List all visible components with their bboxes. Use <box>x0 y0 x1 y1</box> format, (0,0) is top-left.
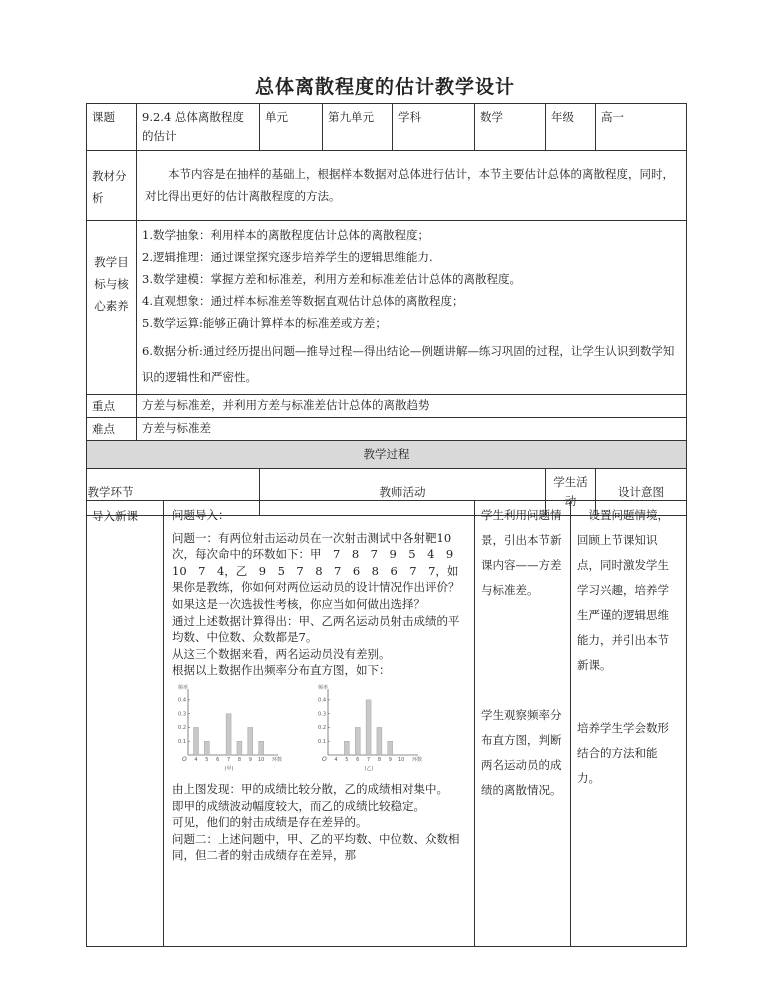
histogram-jia-svg <box>174 683 292 771</box>
x-tick-label: 5 <box>205 756 209 763</box>
label-key-point: 重点 <box>87 395 137 418</box>
x-tick-label: 10 <box>397 756 404 763</box>
teacher-line: 根据以上数据作出频率分布直方图，如下： <box>172 663 391 678</box>
header-row <box>87 104 687 151</box>
histograms <box>172 683 466 775</box>
teacher-line: 问题导入： <box>172 508 230 522</box>
label-unit: 单元 <box>260 104 323 151</box>
x-tick-label: 5 <box>344 756 349 763</box>
y-tick-label: 0.2 <box>317 725 326 732</box>
teacher-line: 问题二：上述问题中，甲、乙的平均数、中位数、众数相同，但二者的射击成绩存在差异，那 <box>172 831 460 863</box>
histogram-yi-svg <box>314 683 432 771</box>
teacher-activity <box>164 501 475 947</box>
histogram-bar <box>344 741 349 755</box>
y-tick-label: 0.3 <box>317 711 326 718</box>
histogram-bar <box>194 727 199 755</box>
label-analysis: 教材分析 <box>87 151 137 221</box>
x-tick-label: 6 <box>355 756 359 763</box>
histogram-bar <box>248 727 253 755</box>
histogram-yi <box>314 683 432 777</box>
unit-value: 第九单元 <box>323 104 393 151</box>
literacy-list <box>137 221 687 395</box>
page-title: 总体离散程度的估计教学设计 <box>254 76 515 98</box>
literacy-item: 6.数据分析:通过经历提出问题—推导过程—得出结论—例题讲解—练习巩固的过程，让学生认识到数学知识的逻辑性和严密性。 <box>142 344 675 384</box>
y-tick-label: 0.3 <box>178 711 186 718</box>
y-tick-label: 0.4 <box>317 697 326 704</box>
literacy-item: 1.数学抽象：利用样本的离散程度估计总体的离散程度； <box>142 228 429 242</box>
histogram-jia <box>174 683 292 777</box>
literacy-item: 2.逻辑推理：通过课堂探究逐步培养学生的逻辑思维能力. <box>142 250 433 264</box>
histogram-bar <box>366 700 371 755</box>
col-teacher: 教师活动 <box>260 469 546 516</box>
x-axis-label: 环数 <box>272 756 283 763</box>
chart-title: (甲) <box>224 765 234 771</box>
difficulty-row <box>87 418 687 441</box>
design-intent <box>571 501 687 947</box>
intent-text-1: 设置问题情境，回顾上节课知识点，同时激发学生学习兴趣，培养学生严谨的逻辑思维能力，并引出本节新课。 <box>577 508 669 672</box>
x-tick-label: 8 <box>237 756 242 763</box>
teacher-line: 可见，他们的射击成绩是存在差异的。 <box>172 815 368 830</box>
subject-value: 数学 <box>475 104 546 151</box>
teacher-line: 通过上述数据计算得出：甲、乙两名运动员射击成绩的平均数、中位数、众数都是7。 <box>172 613 460 645</box>
x-tick-label: 7 <box>366 756 370 763</box>
process-row-intro <box>87 501 687 947</box>
histogram-bar <box>387 741 392 755</box>
student-text-1: 学生利用问题情景，引出本节新课内容——方差与标准差。 <box>481 508 562 597</box>
y-axis-label: 频率 <box>178 684 189 691</box>
analysis-row <box>87 151 687 221</box>
col-intent: 设计意图 <box>596 469 687 516</box>
student-text-2: 学生观察频率分布直方图，判断两名运动员的成绩的离散情况。 <box>481 708 562 797</box>
y-tick-label: 0.1 <box>317 738 326 745</box>
label-literacy: 教学目标与核心素养 <box>87 221 137 395</box>
y-tick-label: 0.2 <box>178 725 186 732</box>
stage-cell: 导入新课 <box>87 501 164 947</box>
x-tick-label: 7 <box>226 756 231 763</box>
chart-title: (乙) <box>364 765 374 771</box>
label-difficulty: 难点 <box>87 418 137 441</box>
analysis-text: 本节内容是在抽样的基础上，根据样本数据对总体进行估计，本节主要估计总体的离散程度，同时，对比得出更好的估计离散程度的方法。 <box>137 151 687 221</box>
col-stage-label: 教学环节 <box>87 484 134 499</box>
key-point-row <box>87 395 687 418</box>
x-axis-label: 环数 <box>411 756 422 763</box>
histogram-bar <box>377 727 382 755</box>
x-tick-label: 8 <box>377 756 381 763</box>
difficulty-text: 方差与标准差 <box>137 418 687 441</box>
histogram-bar <box>259 741 264 755</box>
origin-label: O <box>321 755 327 763</box>
process-heading: 教学过程 <box>87 441 687 469</box>
teacher-line: 由上图发现：甲的成绩比较分散，乙的成绩相对集中。 <box>172 781 448 796</box>
teacher-line: 即甲的成绩波动幅度较大，而乙的成绩比较稳定。 <box>172 798 425 813</box>
literacy-row <box>87 221 687 395</box>
teacher-line: 从这三个数据来看，两名运动员没有差别。 <box>172 646 391 661</box>
x-tick-label: 9 <box>388 756 392 763</box>
x-tick-label: 10 <box>257 756 265 763</box>
histogram-bar <box>204 741 209 755</box>
y-axis-label: 频率 <box>317 684 328 691</box>
process-heading-row <box>87 441 687 469</box>
col-student: 学生活动 <box>546 469 596 516</box>
lesson-plan-table <box>86 103 687 516</box>
x-tick-label: 4 <box>334 756 338 763</box>
key-point-text: 方差与标准差，并利用方差与标准差估计总体的离散趋势 <box>137 395 687 418</box>
origin-label: O <box>182 755 187 763</box>
y-tick-label: 0.4 <box>178 697 186 704</box>
grade-value: 高一 <box>596 104 687 151</box>
histogram-bar <box>237 741 242 755</box>
intent-text-2: 培养学生学会数形结合的方法和能力。 <box>577 721 669 785</box>
histogram-bar <box>355 727 360 755</box>
histogram-bar <box>226 714 231 755</box>
topic-value: 9.2.4 总体离散程度的估计 <box>137 104 260 151</box>
literacy-item: 3.数学建模：掌握方差和标准差，利用方差和标准差估计总体的离散程度。 <box>142 272 521 286</box>
literacy-item: 5.数学运算:能够正确计算样本的标准差或方差； <box>142 316 387 330</box>
x-tick-label: 4 <box>194 756 198 763</box>
label-grade: 年级 <box>546 104 596 151</box>
label-subject: 学科 <box>393 104 475 151</box>
x-tick-label: 6 <box>216 756 220 763</box>
teacher-line: 问题一：有两位射击运动员在一次射击测试中各射靶10次，每次命中的环数如下：甲 7 8 7 9 5 4 9 10 7 4，乙 9 5 7 8 7 6 8 6 7 7，如果你是教练，你如何对两位运动员的设计情况作出评价？如果这是一次选拔性考核，你应当如何做出选择？ <box>172 530 465 611</box>
y-tick-label: 0.1 <box>178 738 186 745</box>
literacy-item: 4.直观想象：通过样本标准差等数据直观估计总体的离散程度； <box>142 294 464 308</box>
x-tick-label: 9 <box>248 756 252 763</box>
label-topic: 课题 <box>87 104 137 151</box>
process-body-table <box>86 500 687 947</box>
student-activity <box>475 501 571 947</box>
